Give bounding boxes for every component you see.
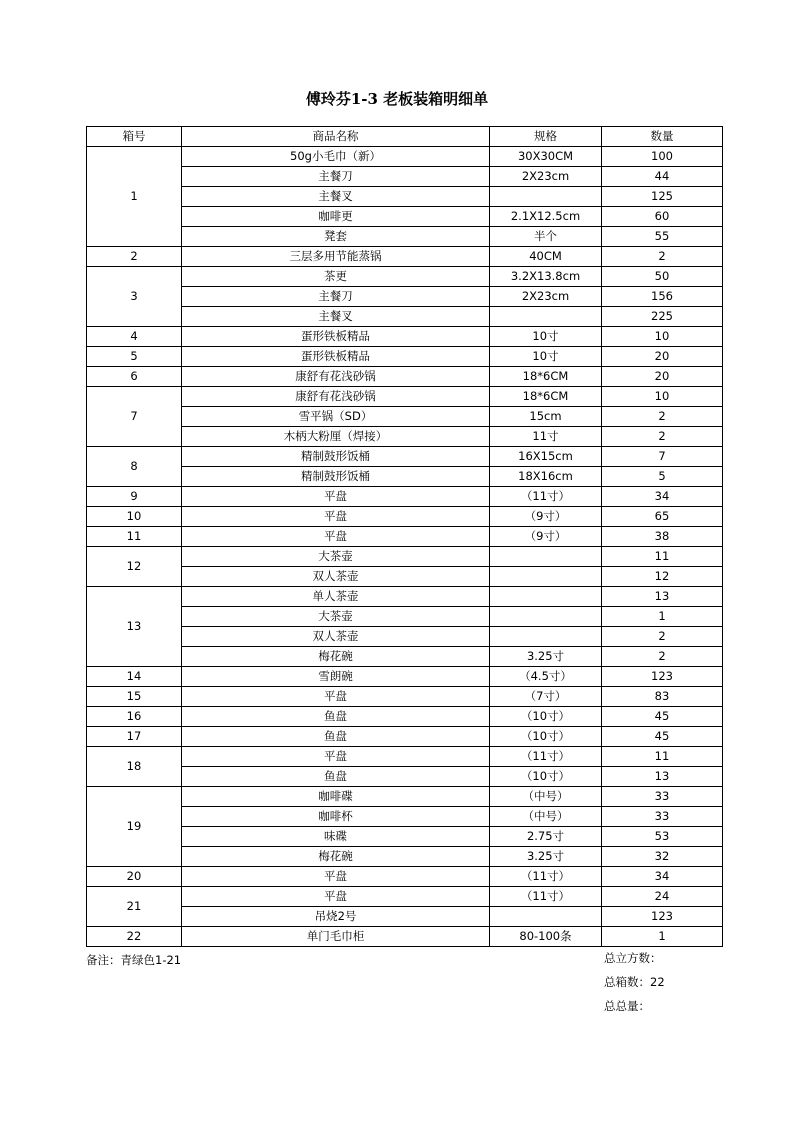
spec-cell: 2.75寸 [490, 827, 602, 847]
product-name-cell: 单门毛巾柜 [182, 927, 490, 947]
table-row [87, 567, 723, 587]
product-name-cell: 主餐叉 [182, 307, 490, 327]
product-name-cell: 咖啡杯 [182, 807, 490, 827]
spec-cell [490, 907, 602, 927]
box-number-cell: 12 [87, 547, 182, 587]
table-row [87, 887, 723, 907]
quantity-cell: 65 [602, 507, 723, 527]
product-name-cell: 平盘 [182, 487, 490, 507]
table-row [87, 307, 723, 327]
box-number-cell: 5 [87, 347, 182, 367]
spec-cell [490, 627, 602, 647]
product-name-cell: 味碟 [182, 827, 490, 847]
quantity-cell: 50 [602, 267, 723, 287]
table-row [87, 467, 723, 487]
product-name-cell: 双人茶壶 [182, 627, 490, 647]
quantity-cell: 2 [602, 427, 723, 447]
spec-cell [490, 567, 602, 587]
quantity-cell: 1 [602, 927, 723, 947]
table-row [87, 547, 723, 567]
packing-list-table [86, 126, 723, 947]
table-row [87, 707, 723, 727]
quantity-cell: 13 [602, 767, 723, 787]
spec-cell: （11寸） [490, 867, 602, 887]
spec-cell: （4.5寸） [490, 667, 602, 687]
quantity-cell: 2 [602, 247, 723, 267]
quantity-cell: 45 [602, 727, 723, 747]
product-name-cell: 咖啡更 [182, 207, 490, 227]
product-name-cell: 蛋形铁板精品 [182, 327, 490, 347]
spec-cell: 40CM [490, 247, 602, 267]
spec-cell: （9寸） [490, 507, 602, 527]
table-row [87, 627, 723, 647]
header-product-name: 商品名称 [182, 127, 490, 147]
product-name-cell: 蛋形铁板精品 [182, 347, 490, 367]
quantity-cell: 12 [602, 567, 723, 587]
product-name-cell: 鱼盘 [182, 727, 490, 747]
table-row [87, 767, 723, 787]
spec-cell: 2X23cm [490, 167, 602, 187]
table-row [87, 847, 723, 867]
table-row [87, 427, 723, 447]
table-row [87, 807, 723, 827]
quantity-cell: 55 [602, 227, 723, 247]
quantity-cell: 2 [602, 407, 723, 427]
spec-cell: （中号） [490, 787, 602, 807]
box-number-cell: 22 [87, 927, 182, 947]
table-row [87, 727, 723, 747]
product-name-cell: 鱼盘 [182, 707, 490, 727]
spec-cell: 18*6CM [490, 387, 602, 407]
table-row [87, 747, 723, 767]
product-name-cell: 平盘 [182, 687, 490, 707]
product-name-cell: 双人茶壶 [182, 567, 490, 587]
quantity-cell: 2 [602, 647, 723, 667]
box-number-cell: 17 [87, 727, 182, 747]
product-name-cell: 鱼盘 [182, 767, 490, 787]
product-name-cell: 主餐刀 [182, 287, 490, 307]
table-row [87, 667, 723, 687]
quantity-cell: 123 [602, 667, 723, 687]
spec-cell: （11寸） [490, 887, 602, 907]
table-row [87, 247, 723, 267]
quantity-cell: 24 [602, 887, 723, 907]
spec-cell: （10寸） [490, 727, 602, 747]
total-weight: 总总量： [604, 999, 650, 1013]
spec-cell: （7寸） [490, 687, 602, 707]
product-name-cell: 茶更 [182, 267, 490, 287]
table-row [87, 867, 723, 887]
quantity-cell: 123 [602, 907, 723, 927]
quantity-cell: 38 [602, 527, 723, 547]
spec-cell: 30X30CM [490, 147, 602, 167]
box-number-cell: 10 [87, 507, 182, 527]
box-number-cell: 14 [87, 667, 182, 687]
table-row [87, 907, 723, 927]
quantity-cell: 11 [602, 547, 723, 567]
box-number-cell: 20 [87, 867, 182, 887]
quantity-cell: 20 [602, 347, 723, 367]
quantity-cell: 45 [602, 707, 723, 727]
box-number-cell: 15 [87, 687, 182, 707]
quantity-cell: 53 [602, 827, 723, 847]
spec-cell: 18*6CM [490, 367, 602, 387]
spec-cell [490, 187, 602, 207]
product-name-cell: 咖啡碟 [182, 787, 490, 807]
quantity-cell: 60 [602, 207, 723, 227]
total-volume: 总立方数： [604, 951, 662, 965]
quantity-cell: 100 [602, 147, 723, 167]
table-row [87, 387, 723, 407]
table-row [87, 407, 723, 427]
spec-cell: 10寸 [490, 347, 602, 367]
spec-cell [490, 607, 602, 627]
product-name-cell: 平盘 [182, 527, 490, 547]
quantity-cell: 44 [602, 167, 723, 187]
total-boxes: 总箱数：22 [604, 975, 665, 989]
quantity-cell: 10 [602, 387, 723, 407]
quantity-cell: 20 [602, 367, 723, 387]
spec-cell: 15cm [490, 407, 602, 427]
remark-note: 备注：青绿色1-21 [86, 953, 182, 967]
quantity-cell: 11 [602, 747, 723, 767]
product-name-cell: 平盘 [182, 507, 490, 527]
table-row [87, 207, 723, 227]
spec-cell: 16X15cm [490, 447, 602, 467]
product-name-cell: 平盘 [182, 747, 490, 767]
quantity-cell: 156 [602, 287, 723, 307]
quantity-cell: 7 [602, 447, 723, 467]
box-number-cell: 9 [87, 487, 182, 507]
quantity-cell: 33 [602, 787, 723, 807]
spec-cell: 半个 [490, 227, 602, 247]
quantity-cell: 5 [602, 467, 723, 487]
box-number-cell: 3 [87, 267, 182, 327]
spec-cell: （10寸） [490, 707, 602, 727]
spec-cell: 2X23cm [490, 287, 602, 307]
product-name-cell: 雪朗碗 [182, 667, 490, 687]
spec-cell: 2.1X12.5cm [490, 207, 602, 227]
table-row [87, 927, 723, 947]
box-number-cell: 2 [87, 247, 182, 267]
spec-cell: （11寸） [490, 487, 602, 507]
product-name-cell: 雪平锅（SD） [182, 407, 490, 427]
table-row [87, 167, 723, 187]
product-name-cell: 康舒有花浅砂锅 [182, 387, 490, 407]
spec-cell [490, 547, 602, 567]
box-number-cell: 11 [87, 527, 182, 547]
spec-cell: （11寸） [490, 747, 602, 767]
table-body [87, 147, 723, 947]
header-spec: 规格 [490, 127, 602, 147]
table-row [87, 687, 723, 707]
box-number-cell: 13 [87, 587, 182, 667]
product-name-cell: 梅花碗 [182, 847, 490, 867]
box-number-cell: 7 [87, 387, 182, 447]
quantity-cell: 34 [602, 867, 723, 887]
quantity-cell: 33 [602, 807, 723, 827]
table-row [87, 267, 723, 287]
box-number-cell: 18 [87, 747, 182, 787]
spec-cell: 11寸 [490, 427, 602, 447]
quantity-cell: 34 [602, 487, 723, 507]
spec-cell: 3.25寸 [490, 847, 602, 867]
spec-cell [490, 307, 602, 327]
table-row [87, 447, 723, 467]
document-title: 傅玲芬1-3 老板装箱明细单 [305, 90, 489, 108]
table-row [87, 787, 723, 807]
box-number-cell: 21 [87, 887, 182, 927]
product-name-cell: 木柄大粉厘（焊接） [182, 427, 490, 447]
product-name-cell: 精制鼓形饭桶 [182, 467, 490, 487]
product-name-cell: 50g小毛巾（新） [182, 147, 490, 167]
quantity-cell: 2 [602, 627, 723, 647]
product-name-cell: 凳套 [182, 227, 490, 247]
spec-cell: 3.25寸 [490, 647, 602, 667]
box-number-cell: 16 [87, 707, 182, 727]
product-name-cell: 大茶壶 [182, 547, 490, 567]
spec-cell: 18X16cm [490, 467, 602, 487]
table-row [87, 147, 723, 167]
quantity-cell: 225 [602, 307, 723, 327]
quantity-cell: 10 [602, 327, 723, 347]
table-row [87, 287, 723, 307]
table-row [87, 327, 723, 347]
table-row [87, 527, 723, 547]
table-row [87, 587, 723, 607]
product-name-cell: 康舒有花浅砂锅 [182, 367, 490, 387]
product-name-cell: 单人茶壶 [182, 587, 490, 607]
table-row [87, 507, 723, 527]
header-quantity: 数量 [602, 127, 723, 147]
table-row [87, 487, 723, 507]
table-row [87, 607, 723, 627]
table-row [87, 227, 723, 247]
product-name-cell: 主餐刀 [182, 167, 490, 187]
quantity-cell: 83 [602, 687, 723, 707]
spec-cell: （10寸） [490, 767, 602, 787]
table-row [87, 187, 723, 207]
table-row [87, 827, 723, 847]
box-number-cell: 8 [87, 447, 182, 487]
spec-cell: （中号） [490, 807, 602, 827]
quantity-cell: 125 [602, 187, 723, 207]
spec-cell: 3.2X13.8cm [490, 267, 602, 287]
quantity-cell: 13 [602, 587, 723, 607]
product-name-cell: 梅花碗 [182, 647, 490, 667]
product-name-cell: 平盘 [182, 867, 490, 887]
product-name-cell: 主餐叉 [182, 187, 490, 207]
spec-cell: 10寸 [490, 327, 602, 347]
table-row [87, 367, 723, 387]
box-number-cell: 6 [87, 367, 182, 387]
product-name-cell: 吊烧2号 [182, 907, 490, 927]
spec-cell [490, 587, 602, 607]
spec-cell: 80-100条 [490, 927, 602, 947]
header-row [87, 127, 723, 147]
quantity-cell: 1 [602, 607, 723, 627]
quantity-cell: 32 [602, 847, 723, 867]
product-name-cell: 大茶壶 [182, 607, 490, 627]
product-name-cell: 三层多用节能蒸锅 [182, 247, 490, 267]
table-row [87, 347, 723, 367]
box-number-cell: 4 [87, 327, 182, 347]
box-number-cell: 19 [87, 787, 182, 867]
product-name-cell: 平盘 [182, 887, 490, 907]
box-number-cell: 1 [87, 147, 182, 247]
table-row [87, 647, 723, 667]
header-box-number: 箱号 [87, 127, 182, 147]
spec-cell: （9寸） [490, 527, 602, 547]
product-name-cell: 精制鼓形饭桶 [182, 447, 490, 467]
